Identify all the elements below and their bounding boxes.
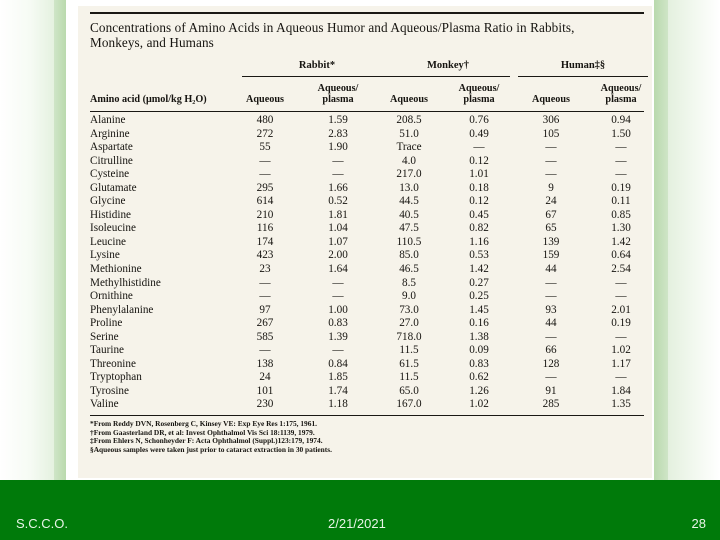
footnote-4: §Aqueous samples were taken just prior to cataract extraction in 30 patients. <box>90 444 332 454</box>
cell-rabbit-ratio: — <box>332 276 344 289</box>
cell-human-ratio: 1.30 <box>611 222 631 235</box>
table-row <box>78 114 652 128</box>
table-title <box>90 20 646 50</box>
cell-rabbit-aqueous: 97 <box>259 303 271 316</box>
cell-monkey-ratio: 0.09 <box>469 344 489 357</box>
cell-monkey-aqueous: 13.0 <box>399 181 419 194</box>
cell-monkey-ratio: 1.38 <box>469 330 489 343</box>
footer-page-number: 28 <box>691 516 706 531</box>
amino-acid-name: Serine <box>90 330 119 343</box>
right-stripe-bar <box>654 0 668 480</box>
table-row <box>78 398 652 412</box>
cell-human-aqueous: — <box>545 154 557 167</box>
table-row <box>78 168 652 182</box>
amino-acid-name: Taurine <box>90 344 125 357</box>
amino-acid-name: Cysteine <box>90 168 130 181</box>
group-header-monkey: Monkey† <box>427 60 469 71</box>
table-row <box>78 128 652 142</box>
cell-human-aqueous: 105 <box>542 127 560 140</box>
cell-rabbit-ratio: — <box>332 168 344 181</box>
ratio-header-line-2: plasma <box>463 93 495 105</box>
cell-human-ratio: 2.54 <box>611 263 631 276</box>
cell-rabbit-aqueous: 423 <box>256 249 274 262</box>
footnote-1: *From Reddy DVN, Rosenberg C, Kinsey VE: Exp Eye Res 1:175, 1961. <box>90 419 317 428</box>
cell-monkey-ratio: 0.45 <box>469 208 489 221</box>
cell-rabbit-ratio: 1.59 <box>328 114 348 126</box>
table-body <box>78 114 652 412</box>
group-rule-human <box>518 76 648 77</box>
cell-rabbit-aqueous: — <box>259 276 271 289</box>
cell-rabbit-aqueous: 614 <box>256 195 274 208</box>
table-row <box>78 344 652 358</box>
cell-monkey-ratio: 1.02 <box>469 398 489 411</box>
cell-human-aqueous: — <box>545 276 557 289</box>
cell-monkey-ratio: 0.53 <box>469 249 489 262</box>
footnote-3: ‡From Ehlers N, Schonheyder F: Acta Ophthalmol (Suppl.)123:179, 1974. <box>90 436 323 446</box>
table-row <box>78 304 652 318</box>
cell-rabbit-ratio: — <box>332 290 344 303</box>
cell-human-ratio: 1.42 <box>611 235 631 248</box>
cell-monkey-ratio: 1.26 <box>469 384 489 397</box>
cell-human-ratio: 0.85 <box>611 208 631 221</box>
table-title-line-2: Monkeys, and Humans <box>90 35 214 50</box>
cell-rabbit-ratio: 2.00 <box>328 249 348 262</box>
column-header-rabbit-aqueous: Aqueous <box>246 94 284 105</box>
cell-human-ratio: 0.19 <box>611 317 631 330</box>
amino-acid-name: Tyrosine <box>90 384 129 397</box>
amino-acid-name: Methionine <box>90 263 142 276</box>
cell-rabbit-ratio: 1.00 <box>328 303 348 316</box>
cell-monkey-aqueous: 65.0 <box>399 384 419 397</box>
cell-human-ratio: 1.84 <box>611 384 631 397</box>
cell-rabbit-aqueous: 174 <box>256 235 274 248</box>
cell-human-ratio: 0.11 <box>611 195 631 208</box>
column-header-amino-acid: Amino acid (μmol/kg H₂O) <box>90 94 207 105</box>
cell-human-ratio: — <box>615 168 627 181</box>
cell-rabbit-aqueous: 138 <box>256 357 274 370</box>
table-row <box>78 209 652 223</box>
amino-acid-name: Threonine <box>90 357 136 370</box>
cell-monkey-ratio: 0.18 <box>469 181 489 194</box>
amino-acid-name: Glutamate <box>90 181 137 194</box>
cell-rabbit-aqueous: 272 <box>256 127 274 140</box>
cell-rabbit-ratio: 1.74 <box>328 384 348 397</box>
scanned-table-image <box>78 6 652 478</box>
column-header-monkey-aqueous: Aqueous <box>390 94 428 105</box>
footer-date: 2/21/2021 <box>328 516 386 531</box>
footer-organization: S.C.C.O. <box>16 516 69 531</box>
cell-monkey-ratio: 1.42 <box>469 263 489 276</box>
cell-monkey-ratio: 0.82 <box>469 222 489 235</box>
cell-human-aqueous: 93 <box>545 303 557 316</box>
cell-monkey-ratio: 0.27 <box>469 276 489 289</box>
column-header-human-ratio <box>592 84 650 105</box>
ratio-header-line-1: Aqueous/ <box>600 83 642 94</box>
amino-acid-name: Lysine <box>90 249 120 262</box>
cell-rabbit-ratio: 1.81 <box>328 208 348 221</box>
cell-human-ratio: — <box>615 371 627 384</box>
table-row <box>78 195 652 209</box>
amino-acid-name: Glycine <box>90 195 126 208</box>
cell-rabbit-aqueous: 230 <box>256 398 274 411</box>
cell-rabbit-ratio: — <box>332 344 344 357</box>
cell-human-aqueous: — <box>545 330 557 343</box>
cell-monkey-aqueous: 40.5 <box>399 208 419 221</box>
cell-human-aqueous: 139 <box>542 235 560 248</box>
group-header-rabbit: Rabbit* <box>298 60 336 71</box>
footnote-2: †From Gaasterland DR, et al: Invest Ophthalmol Vis Sci 18:1139, 1979. <box>90 427 315 437</box>
cell-rabbit-aqueous: 480 <box>256 114 274 126</box>
table-row <box>78 222 652 236</box>
cell-monkey-aqueous: 11.5 <box>399 371 419 384</box>
cell-human-ratio: — <box>615 141 627 154</box>
cell-monkey-aqueous: 208.5 <box>396 114 422 126</box>
cell-rabbit-ratio: 0.83 <box>328 317 348 330</box>
cell-monkey-ratio: 0.62 <box>469 371 489 384</box>
column-header-rabbit-ratio <box>310 84 366 105</box>
table-row <box>78 277 652 291</box>
cell-human-aqueous: 285 <box>542 398 560 411</box>
cell-rabbit-aqueous: 295 <box>256 181 274 194</box>
cell-human-aqueous: 44 <box>545 317 557 330</box>
cell-monkey-aqueous: 44.5 <box>399 195 419 208</box>
cell-human-aqueous: — <box>545 290 557 303</box>
left-decorative-stripe <box>0 0 66 480</box>
cell-rabbit-ratio: 1.39 <box>328 330 348 343</box>
ratio-header-line-1: Aqueous/ <box>317 83 359 94</box>
header-bottom-rule <box>90 111 644 112</box>
cell-rabbit-ratio: 1.66 <box>328 181 348 194</box>
cell-rabbit-ratio: 1.85 <box>328 371 348 384</box>
column-header-human-aqueous: Aqueous <box>532 94 570 105</box>
cell-monkey-ratio: 0.49 <box>469 127 489 140</box>
amino-acid-name: Phenylalanine <box>90 303 154 316</box>
cell-rabbit-ratio: 1.04 <box>328 222 348 235</box>
cell-monkey-aqueous: 46.5 <box>399 263 419 276</box>
cell-rabbit-ratio: 0.52 <box>328 195 348 208</box>
table-row <box>78 385 652 399</box>
table-row <box>78 249 652 263</box>
cell-human-aqueous: 44 <box>545 263 557 276</box>
cell-monkey-aqueous: 51.0 <box>399 127 419 140</box>
cell-rabbit-ratio: 1.07 <box>328 235 348 248</box>
cell-monkey-aqueous: 61.5 <box>399 357 419 370</box>
cell-monkey-aqueous: 110.5 <box>396 235 422 248</box>
cell-monkey-aqueous: 718.0 <box>396 330 422 343</box>
cell-rabbit-aqueous: 267 <box>256 317 274 330</box>
cell-human-ratio: 1.02 <box>611 344 631 357</box>
table-row <box>78 236 652 250</box>
cell-rabbit-aqueous: 585 <box>256 330 274 343</box>
amino-acid-name: Leucine <box>90 235 127 248</box>
amino-acid-name: Arginine <box>90 127 130 140</box>
cell-human-aqueous: — <box>545 371 557 384</box>
cell-rabbit-ratio: 2.83 <box>328 127 348 140</box>
slide-footer-bar <box>0 480 720 540</box>
table-row <box>78 155 652 169</box>
cell-rabbit-aqueous: — <box>259 168 271 181</box>
amino-acid-name: Ornithine <box>90 290 133 303</box>
table-row <box>78 182 652 196</box>
cell-human-ratio: 1.35 <box>611 398 631 411</box>
ratio-header-line-1: Aqueous/ <box>458 83 500 94</box>
table-title-line-1: Concentrations of Amino Acids in Aqueous Humor and Aqueous/Plasma Ratio in Rabbits, <box>90 20 575 35</box>
cell-monkey-ratio: 0.25 <box>469 290 489 303</box>
cell-human-aqueous: 306 <box>542 114 560 126</box>
amino-acid-name: Methylhistidine <box>90 276 161 289</box>
cell-human-ratio: 2.01 <box>611 303 631 316</box>
cell-rabbit-ratio: — <box>332 154 344 167</box>
cell-monkey-aqueous: 8.5 <box>402 276 416 289</box>
cell-monkey-aqueous: 47.5 <box>399 222 419 235</box>
cell-monkey-aqueous: 27.0 <box>399 317 419 330</box>
amino-acid-name: Proline <box>90 317 123 330</box>
table-top-rule <box>90 12 644 14</box>
cell-rabbit-aqueous: 210 <box>256 208 274 221</box>
cell-monkey-ratio: 0.76 <box>469 114 489 126</box>
cell-monkey-ratio: 0.12 <box>469 195 489 208</box>
cell-monkey-ratio: 0.83 <box>469 357 489 370</box>
column-header-monkey-ratio <box>450 84 508 105</box>
left-stripe-bar <box>54 0 66 480</box>
cell-rabbit-ratio: 1.90 <box>328 141 348 154</box>
cell-human-ratio: — <box>615 276 627 289</box>
right-decorative-stripe <box>654 0 720 480</box>
table-bottom-rule <box>90 415 644 416</box>
cell-monkey-ratio: 0.12 <box>469 154 489 167</box>
cell-monkey-ratio: 0.16 <box>469 317 489 330</box>
group-header-human: Human‡§ <box>560 60 606 71</box>
group-rule-rabbit <box>242 76 392 77</box>
cell-human-aqueous: 159 <box>542 249 560 262</box>
cell-monkey-aqueous: 11.5 <box>399 344 419 357</box>
cell-human-ratio: 0.64 <box>611 249 631 262</box>
cell-rabbit-aqueous: 55 <box>259 141 271 154</box>
footnotes <box>90 420 646 454</box>
cell-rabbit-ratio: 0.84 <box>328 357 348 370</box>
cell-human-ratio: 0.94 <box>611 114 631 126</box>
cell-monkey-aqueous: 217.0 <box>396 168 422 181</box>
cell-human-aqueous: 65 <box>545 222 557 235</box>
cell-monkey-ratio: — <box>473 141 485 154</box>
cell-human-ratio: 0.19 <box>611 181 631 194</box>
cell-human-ratio: 1.50 <box>611 127 631 140</box>
cell-monkey-aqueous: 4.0 <box>402 154 416 167</box>
table-row <box>78 290 652 304</box>
cell-human-aqueous: 91 <box>545 384 557 397</box>
amino-acid-name: Valine <box>90 398 119 411</box>
cell-rabbit-aqueous: 23 <box>259 263 271 276</box>
table-row <box>78 371 652 385</box>
table-row <box>78 317 652 331</box>
cell-human-aqueous: 66 <box>545 344 557 357</box>
table-row <box>78 263 652 277</box>
amino-acid-name: Aspartate <box>90 141 133 154</box>
cell-monkey-ratio: 1.01 <box>469 168 489 181</box>
cell-monkey-aqueous: 85.0 <box>399 249 419 262</box>
ratio-header-line-2: plasma <box>605 93 637 105</box>
cell-monkey-aqueous: 167.0 <box>396 398 422 411</box>
cell-rabbit-aqueous: — <box>259 154 271 167</box>
amino-acid-name: Histidine <box>90 208 132 221</box>
cell-rabbit-aqueous: 101 <box>256 384 274 397</box>
amino-acid-name: Isoleucine <box>90 222 136 235</box>
cell-human-aqueous: 9 <box>548 181 554 194</box>
cell-human-ratio: — <box>615 330 627 343</box>
cell-human-aqueous: — <box>545 168 557 181</box>
cell-human-ratio: — <box>615 154 627 167</box>
table-row <box>78 141 652 155</box>
cell-human-aqueous: 24 <box>545 195 557 208</box>
cell-monkey-ratio: 1.45 <box>469 303 489 316</box>
cell-monkey-aqueous: 73.0 <box>399 303 419 316</box>
cell-human-aqueous: 67 <box>545 208 557 221</box>
cell-rabbit-ratio: 1.18 <box>328 398 348 411</box>
cell-human-ratio: 1.17 <box>611 357 631 370</box>
cell-rabbit-aqueous: — <box>259 290 271 303</box>
cell-monkey-aqueous: Trace <box>396 141 422 154</box>
ratio-header-line-2: plasma <box>322 93 354 105</box>
cell-human-aqueous: — <box>545 141 557 154</box>
group-rule-monkey <box>386 76 510 77</box>
amino-acid-name: Tryptophan <box>90 371 142 384</box>
cell-rabbit-aqueous: — <box>259 344 271 357</box>
cell-human-ratio: — <box>615 290 627 303</box>
amino-acid-name: Citrulline <box>90 154 133 167</box>
table-row <box>78 331 652 345</box>
cell-monkey-aqueous: 9.0 <box>402 290 416 303</box>
cell-rabbit-aqueous: 24 <box>259 371 271 384</box>
cell-monkey-ratio: 1.16 <box>469 235 489 248</box>
cell-rabbit-aqueous: 116 <box>256 222 274 235</box>
table-row <box>78 358 652 372</box>
amino-acid-name: Alanine <box>90 114 126 126</box>
cell-human-aqueous: 128 <box>542 357 560 370</box>
cell-rabbit-ratio: 1.64 <box>328 263 348 276</box>
